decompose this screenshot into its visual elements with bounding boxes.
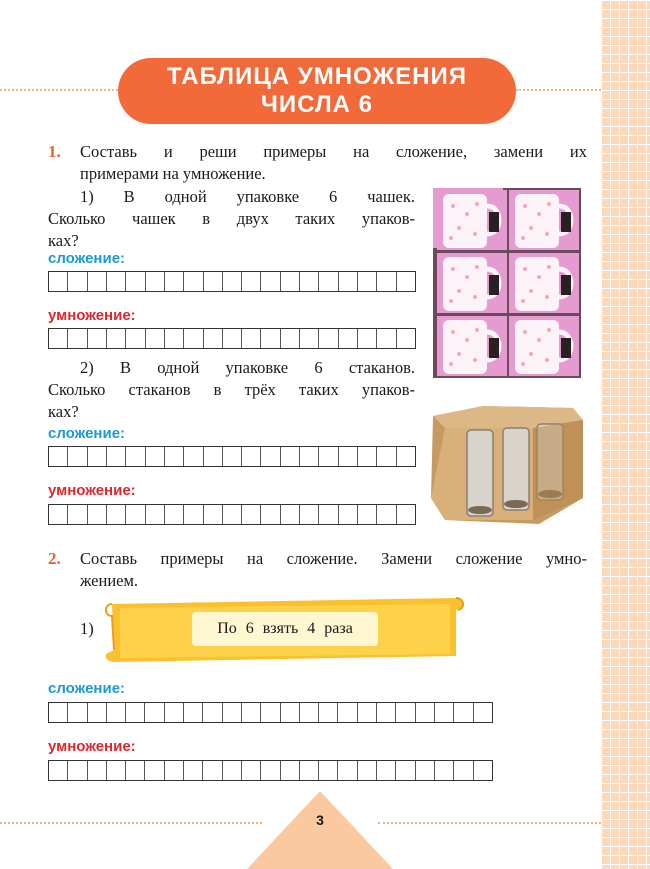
page-title-line2: ЧИСЛА 6 <box>260 91 374 118</box>
multiplication-label: умножение: <box>48 738 136 755</box>
answer-cells-addition[interactable] <box>48 702 493 723</box>
problem-text-line: 2) В одной упаковке 6 стаканов. <box>80 358 415 377</box>
addition-label: сложение: <box>48 250 126 267</box>
task-instruction-line: примерами на умножение. <box>80 164 266 183</box>
answer-cells-multiplication[interactable] <box>48 760 493 781</box>
page-title-line1: ТАБЛИЦА УМНОЖЕНИЯ <box>167 63 467 90</box>
answer-cells-addition[interactable] <box>48 271 416 292</box>
header-dotted-line-left <box>0 89 118 91</box>
grid-paper-strip <box>601 0 650 869</box>
header-dotted-line-right <box>516 89 601 91</box>
footer-dotted-line-left <box>0 822 262 824</box>
task-instruction-line: жением. <box>80 571 139 590</box>
answer-cells-multiplication[interactable] <box>48 328 416 349</box>
addition-label: сложение: <box>48 425 126 442</box>
addition-label: сложение: <box>48 680 126 697</box>
problem-text-line: ках? <box>48 402 79 421</box>
page-number: 3 <box>316 812 324 828</box>
answer-cells-addition[interactable] <box>48 446 416 467</box>
problem-text-line: ках? <box>48 231 79 250</box>
scroll-banner-text: По 6 взять 4 раза <box>192 612 378 646</box>
answer-cells-multiplication[interactable] <box>48 504 416 525</box>
task-number: 1. <box>48 142 61 161</box>
problem-text-line: Сколько стаканов в трёх таких упаков- <box>48 380 415 399</box>
page-title <box>118 58 516 124</box>
subtask-marker: 1) <box>80 619 94 638</box>
problem-text-line: 1) В одной упаковке 6 чашек. <box>80 187 415 206</box>
problem-text-line: Сколько чашек в двух таких упаков- <box>48 209 415 228</box>
multiplication-label: умножение: <box>48 482 136 499</box>
task-number: 2. <box>48 549 61 568</box>
footer-dotted-line-right <box>378 822 601 824</box>
cups-box-image <box>433 188 581 378</box>
task-instruction-line: Составь и реши примеры на сложение, замени их <box>80 142 587 161</box>
glasses-box-image <box>423 402 591 526</box>
multiplication-label: умножение: <box>48 307 136 324</box>
page-number-triangle <box>245 789 395 869</box>
task-instruction-line: Составь примеры на сложение. Замени сложение умно- <box>80 549 587 568</box>
